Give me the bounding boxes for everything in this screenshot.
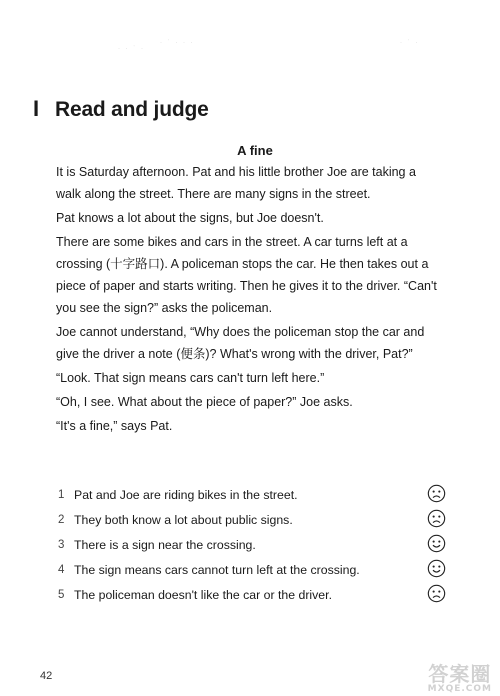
question-text: They both know a lot about public signs. bbox=[74, 512, 293, 527]
question-row bbox=[58, 482, 448, 507]
passage-paragraph: Joe cannot understand, “Why does the policeman stop the car and give the driver a note (便条)? What's wrong with the driver, Pat?” bbox=[56, 325, 425, 362]
story-title-row bbox=[0, 143, 500, 158]
question-row bbox=[58, 507, 448, 532]
watermark-logo bbox=[428, 658, 492, 694]
question-text: The sign means cars cannot turn left at the crossing. bbox=[74, 562, 360, 577]
question-number: 4 bbox=[58, 563, 65, 576]
question-text: The policeman doesn't like the car or the driver. bbox=[74, 587, 332, 602]
passage-paragraph: Pat knows a lot about the signs, but Joe doesn't. bbox=[56, 211, 324, 225]
reading-passage bbox=[56, 161, 444, 439]
question-row bbox=[58, 532, 448, 557]
question-number: 3 bbox=[58, 538, 65, 551]
story-title: A fine bbox=[237, 143, 273, 158]
question-text: There is a sign near the crossing. bbox=[74, 537, 256, 552]
question-row bbox=[58, 582, 448, 607]
scan-speckle: · ˙ · bbox=[400, 40, 420, 46]
section-heading bbox=[33, 96, 209, 122]
passage-paragraph: There are some bikes and cars in the street. A car turns left at a crossing (十字路口). A policeman stops the car. He then takes out a piece of paper and starts writing. Then he gives it to the driver. “Can't you see the sign?” asks the policeman. bbox=[56, 234, 437, 316]
watermark-url: MXQE.COM bbox=[427, 684, 492, 694]
sad-face-icon[interactable] bbox=[427, 509, 446, 528]
smile-face-icon[interactable] bbox=[427, 534, 446, 553]
passage-paragraph: “Look. That sign means cars can't turn left here.” bbox=[56, 371, 325, 386]
smile-face-icon[interactable] bbox=[427, 559, 446, 578]
passage-paragraph: “Oh, I see. What about the piece of paper?” Joe asks. bbox=[56, 395, 353, 409]
section-title: Read and judge bbox=[55, 98, 209, 121]
question-row bbox=[58, 557, 448, 582]
passage-paragraph: It is Saturday afternoon. Pat and his little brother Joe are taking a walk along the street. There are many signs in the street. bbox=[56, 165, 416, 202]
question-number: 5 bbox=[58, 588, 65, 601]
question-number: 1 bbox=[58, 488, 65, 501]
sad-face-icon[interactable] bbox=[427, 484, 446, 503]
watermark-text: 答案圈 bbox=[428, 662, 492, 686]
question-text: Pat and Joe are riding bikes in the street. bbox=[74, 487, 298, 502]
passage-paragraph: “It's a fine,” says Pat. bbox=[56, 418, 173, 433]
sad-face-icon[interactable] bbox=[427, 584, 446, 603]
scan-speckle: · ˙ · · · bbox=[160, 40, 195, 46]
section-number: I bbox=[33, 96, 40, 121]
scan-speckle: · · ˙ · bbox=[118, 46, 145, 52]
question-number: 2 bbox=[58, 513, 65, 526]
page-number: 42 bbox=[40, 670, 53, 682]
judgment-list bbox=[58, 482, 448, 607]
